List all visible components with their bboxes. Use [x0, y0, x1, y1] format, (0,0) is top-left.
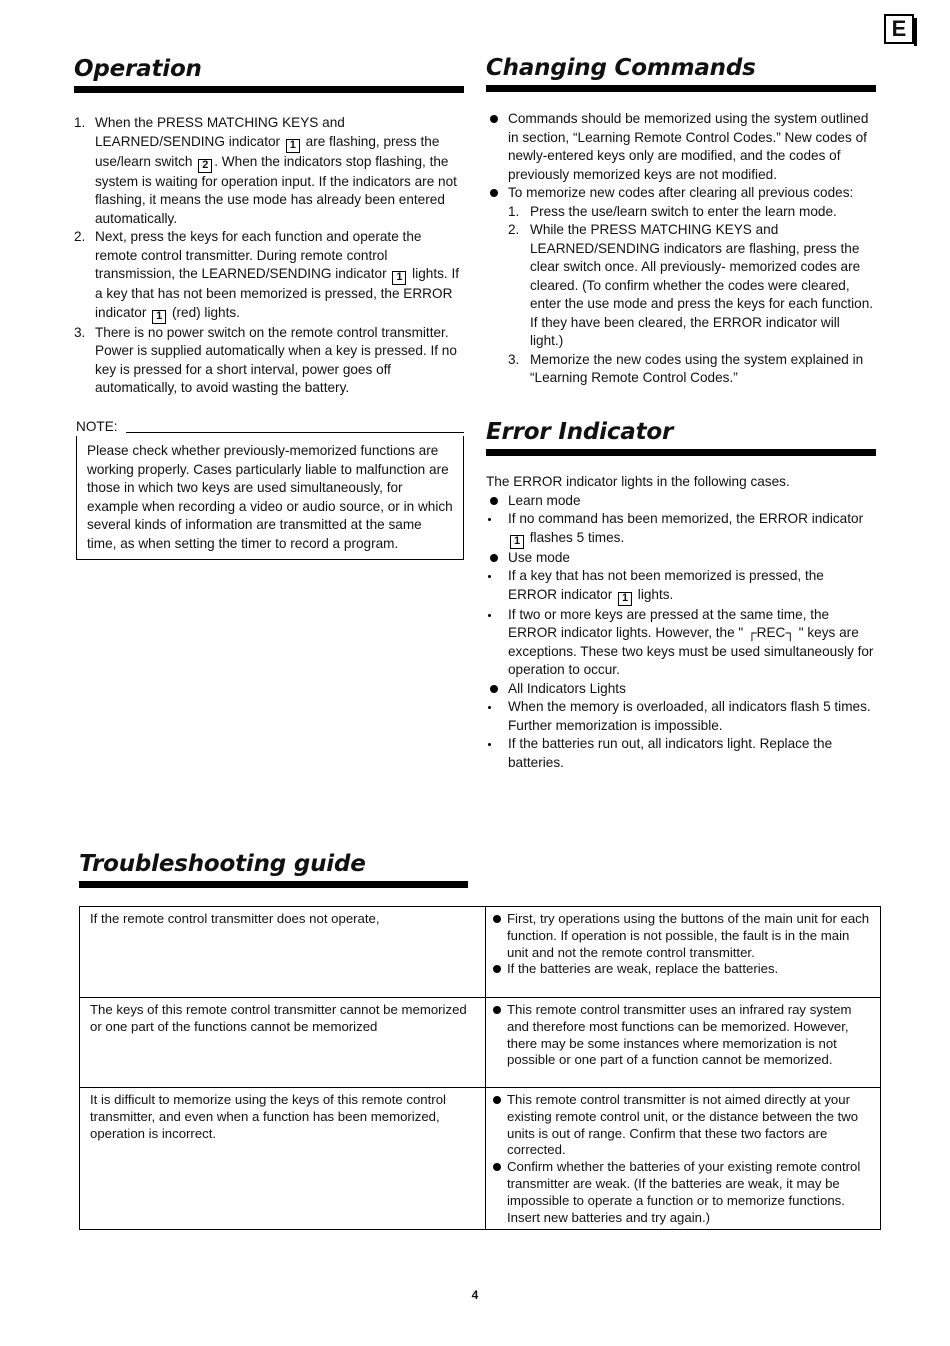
bullet-icon — [490, 685, 498, 693]
solution-cell: This remote control transmitter uses an infrared ray system and therefore most functions can be memorized. However, there may be some instances where memorization is not possible or one part of a function cannot be memorized. — [486, 998, 881, 1088]
operation-rule — [74, 86, 464, 93]
bullet-icon — [493, 1006, 501, 1014]
language-badge: E — [884, 14, 914, 44]
learn-mode-group — [486, 492, 876, 511]
table-row — [80, 907, 881, 998]
troubleshooting-table — [79, 906, 881, 1230]
indicator-2-icon: 2 — [198, 159, 212, 173]
note-box — [76, 436, 464, 560]
note-rule — [126, 432, 464, 433]
use-mode-group — [486, 549, 876, 568]
troubleshooting-rule — [79, 881, 468, 888]
sub-bullet-icon — [488, 575, 491, 578]
learn-mode-label: Learn mode — [508, 492, 581, 508]
table-row — [80, 1088, 881, 1230]
indicator-1-icon: 1 — [392, 271, 406, 285]
all-indicators-label: All Indicators Lights — [508, 680, 626, 696]
sub-bullet-icon — [488, 518, 491, 521]
clear-step: 2. While the PRESS MATCHING KEYS and LEARNED/SENDING indicators are flashing, press the clear switch once. All previously- memorized codes are cleared. (To confirm whether the codes were cleared, enter the use mode and press the keys for each function. If they have been cleared, the ERROR indicator will light.) — [508, 222, 874, 348]
sub-bullet-icon — [488, 614, 491, 617]
operation-section — [74, 55, 464, 560]
bullet-item: To memorize new codes after clearing all previous codes: 1. Press the use/learn switch to enter the learn mode. 2. While the PRESS MATCHING KEYS and LEARNED/SENDING indicators are flashing, press the clear switch once. All previously- memorized codes are cleared. (To confirm whether the codes were cleared, enter the use mode and press the keys for each function. If they have been cleared, the ERROR indicator will light.) 3. Memorize the new codes using the system explained in “Learning Remote Control Codes.” — [486, 184, 876, 388]
table-row — [80, 998, 881, 1088]
note-text: Please check whether previously-memorized functions are working properly. Cases particularly liable to malfunction are those in which two keys are used simultaneously, for example when recording a video or audio source, or in which several kinds of information are transmitted at the same time, as when setting the timer to record a program. — [87, 443, 453, 551]
clear-steps — [508, 203, 876, 388]
bullet-icon — [490, 497, 498, 505]
indicator-1-icon: 1 — [618, 592, 632, 606]
solution-cell: First, try operations using the buttons of the main unit for each function. If operation is not possible, the fault is in the main unit and not the remote control transmitter. If the batteries are weak, replace the batteries. — [486, 907, 881, 998]
sub-bullet-icon — [488, 706, 491, 709]
changing-commands-list — [486, 110, 876, 388]
error-intro: The ERROR indicator lights in the following cases. — [486, 474, 790, 489]
troubleshooting-header — [79, 850, 468, 888]
changing-commands-rule — [486, 85, 876, 92]
error-indicator-title: Error Indicator — [486, 419, 674, 445]
all-indicators-group — [486, 680, 876, 699]
problem-cell: If the remote control transmitter does not operate, — [80, 907, 486, 998]
error-indicator-section — [486, 418, 876, 772]
sub-bullet-icon — [488, 743, 491, 746]
bullet-icon — [490, 554, 498, 562]
bullet-icon — [493, 1096, 501, 1104]
operation-steps — [74, 114, 464, 398]
use-mode-items: If a key that has not been memorized is pressed, the ERROR indicator 1 lights. If two or more keys are pressed at the same time, the ERROR indicator lights. However, the " ┌REC┐ " keys are exceptions. These two keys must be used simultaneously for operation to occur. — [486, 567, 876, 680]
bullet-icon — [493, 915, 501, 923]
note — [76, 418, 464, 561]
clear-step: 3. Memorize the new codes using the system explained in “Learning Remote Control Codes.” — [508, 351, 864, 385]
bullet-icon — [490, 115, 498, 123]
error-indicator-rule — [486, 449, 876, 456]
clear-step: 1. Press the use/learn switch to enter the learn mode. — [508, 203, 837, 219]
changing-commands-title: Changing Commands — [486, 55, 756, 81]
solution-cell: This remote control transmitter is not aimed directly at your existing remote control unit, or the distance between the two units is out of range. Confirm that these two factors are corrected. Confirm whether the batteries of your existing remote control transmitter are weak. (If the batteries are weak, it may be impossible to operate a function or to memorize functions. Insert new batteries and try again.) — [486, 1088, 881, 1230]
learn-mode-items: If no command has been memorized, the ERROR indicator 1 flashes 5 times. — [486, 510, 876, 549]
page-number: 4 — [471, 1288, 479, 1302]
operation-title: Operation — [74, 56, 202, 82]
bullet-item: Commands should be memorized using the system outlined in section, “Learning Remote Control Codes.” New codes of newly-entered keys only are modified, and the codes of previously memorized keys are not modified. — [486, 110, 876, 184]
use-mode-label: Use mode — [508, 549, 570, 565]
operation-step: 3. There is no power switch on the remote control transmitter. Power is supplied automatically when a key is pressed. If no key is pressed for a short interval, power goes off automatically, to avoid wasting the battery. — [74, 324, 457, 395]
problem-cell: It is difficult to memorize using the keys of this remote control transmitter, and even when a function has been memorized, operation is incorrect. — [80, 1088, 486, 1230]
note-label: NOTE: — [76, 418, 118, 434]
changing-commands-section — [486, 54, 876, 388]
indicator-1-icon: 1 — [510, 535, 524, 549]
bullet-icon — [490, 189, 498, 197]
indicator-1-icon: 1 — [152, 310, 166, 324]
all-indicators-items: When the memory is overloaded, all indicators flash 5 times. Further memorization is impossible. If the batteries run out, all indicators light. Replace the batteries. — [486, 698, 876, 772]
operation-step: 2. Next, press the keys for each function and operate the remote control transmitter. During remote control transmission, the LEARNED/SENDING indicator 1 lights. If a key that has not been memorized is pressed, the ERROR indicator 1 (red) lights. — [74, 229, 460, 322]
troubleshooting-title: Troubleshooting guide — [79, 851, 366, 877]
operation-step: 1. When the PRESS MATCHING KEYS and LEARNED/SENDING indicator 1 are flashing, press the use/learn switch 2 . When the indicators stop flashing, the system is waiting for operation input. If the indicators are not flashing, it means the use mode has already been entered automatically. — [74, 115, 457, 226]
bullet-icon — [493, 1163, 501, 1171]
bullet-icon — [493, 965, 501, 973]
problem-cell: The keys of this remote control transmitter cannot be memorized or one part of the functions cannot be memorized — [80, 998, 486, 1088]
indicator-1-icon: 1 — [286, 139, 300, 153]
